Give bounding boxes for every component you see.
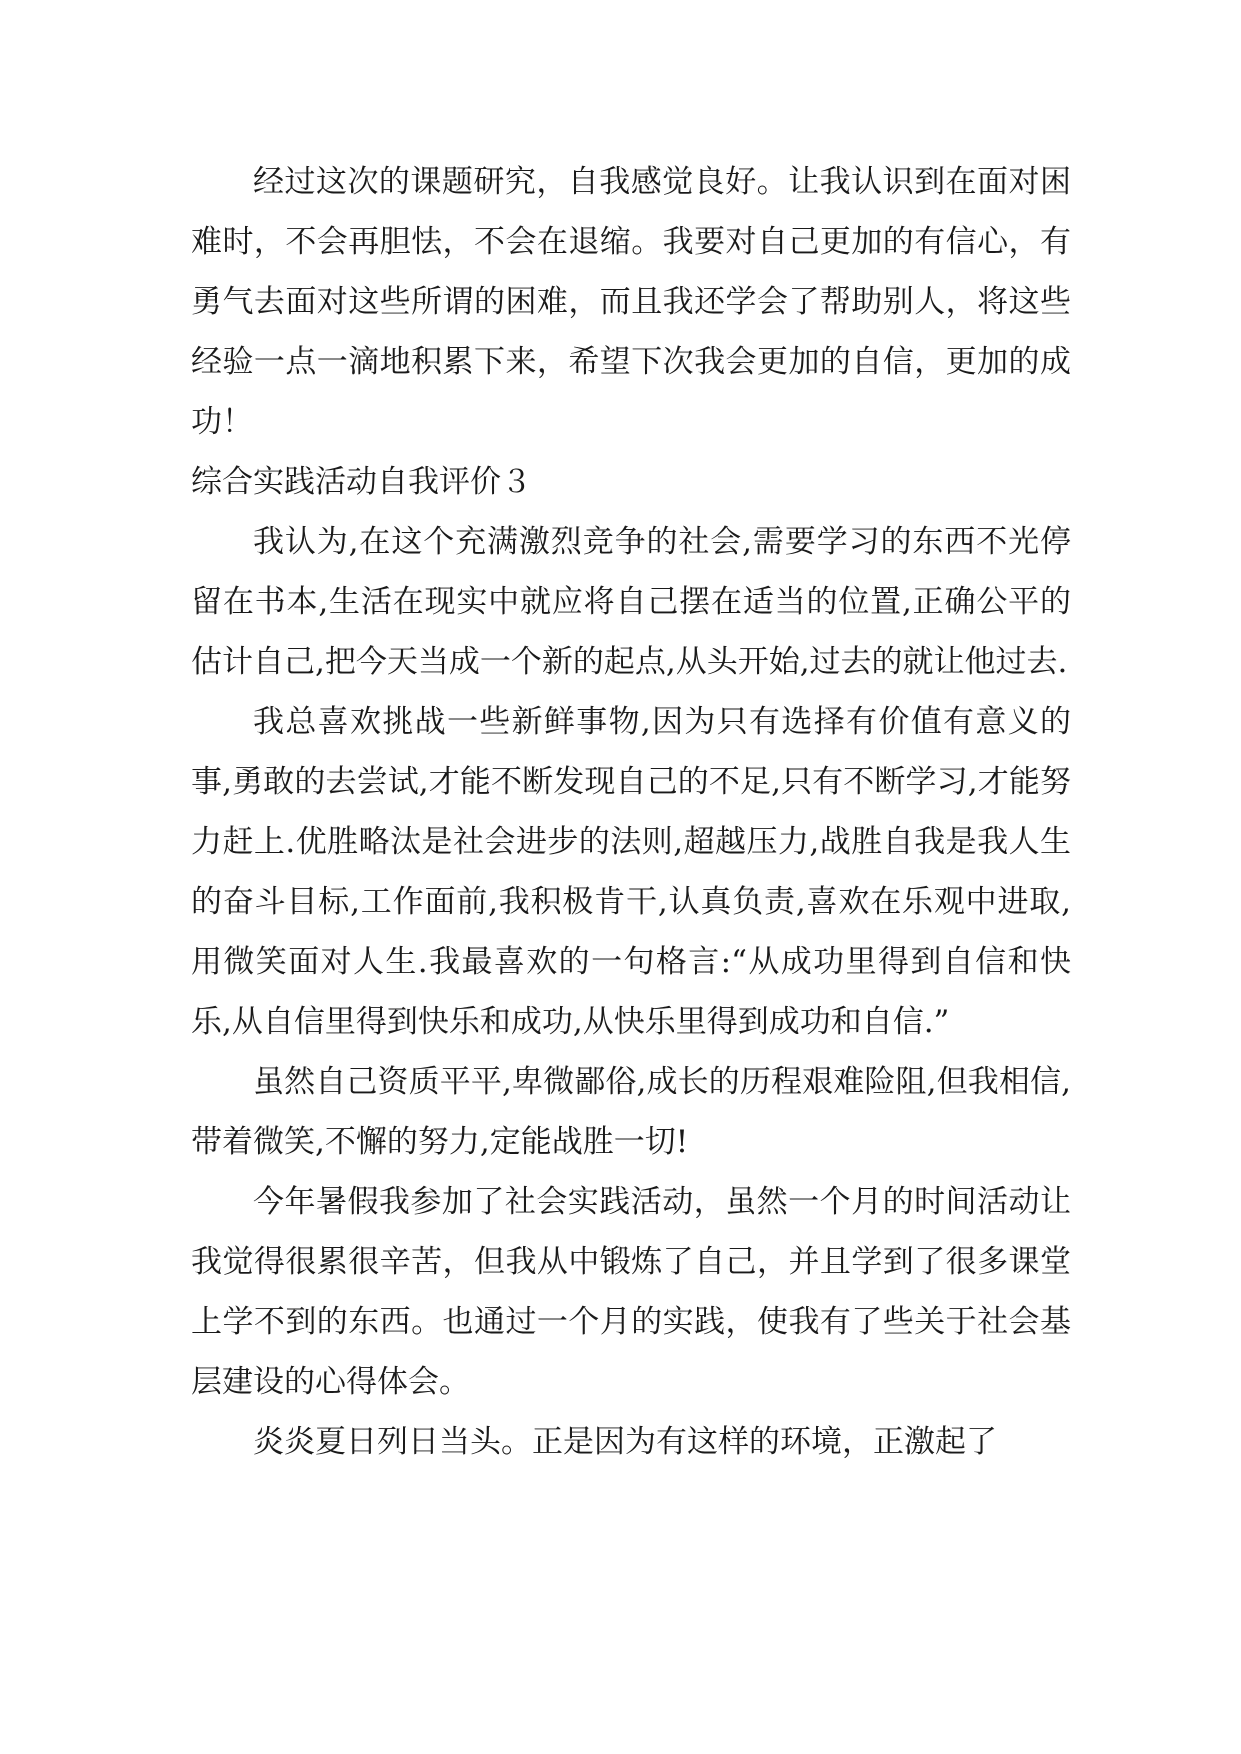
paragraph-1: 我认为,在这个充满激烈竞争的社会,需要学习的东西不光停留在书本,生活在现实中就应将自己摆在适当的位置,正确公平的估计自己,把今天当成一个新的起点,从头开始,过去的就让他过去. (191, 524, 1071, 680)
paragraph-4: 今年暑假我参加了社会实践活动，虽然一个月的时间活动让我觉得很累很辛苦，但我从中锻炼了自己，并且学到了很多课堂上学不到的东西。也通过一个月的实践，使我有了些关于社会基层建设的心得体会。 (191, 1184, 1071, 1400)
paragraph-2: 我总喜欢挑战一些新鲜事物,因为只有选择有价值有意义的事,勇敢的去尝试,才能不断发现自己的不足,只有不断学习,才能努力赶上.优胜略汰是社会进步的法则,超越压力,战胜自我是我人生的奋斗目标,工作面前,我积极肯干,认真负责,喜欢在乐观中进取,用微笑面对人生.我最喜欢的一句格言:“从成功里得到自信和快乐,从自信里得到快乐和成功,从快乐里得到成功和自信.” (191, 704, 1071, 1040)
paragraph-5: 炎炎夏日列日当头。正是因为有这样的环境，正激起了 (253, 1424, 997, 1460)
document-body (191, 152, 1071, 1472)
section-heading: 综合实践活动自我评价３ (191, 464, 532, 500)
paragraph-3: 虽然自己资质平平,卑微鄙俗,成长的历程艰难险阻,但我相信,带着微笑,不懈的努力,定能战胜一切! (191, 1064, 1071, 1160)
paragraph-intro: 经过这次的课题研究，自我感觉良好。让我认识到在面对困难时，不会再胆怯，不会在退缩。我要对自己更加的有信心，有勇气去面对这些所谓的困难，而且我还学会了帮助别人，将这些经验一点一滴地积累下来，希望下次我会更加的自信，更加的成功！ (191, 164, 1071, 440)
